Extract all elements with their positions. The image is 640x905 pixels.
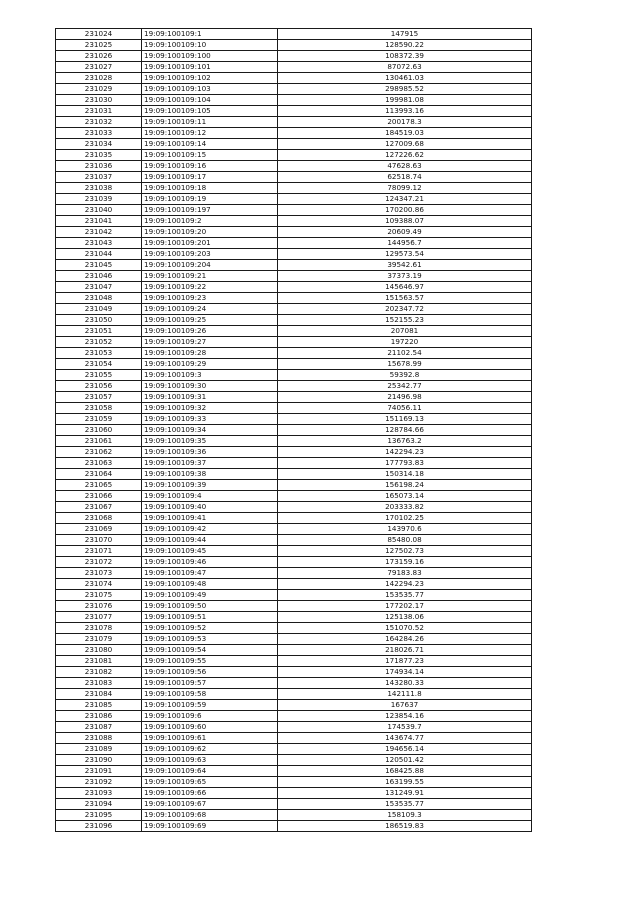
cadastral-number-cell: 19:09:100109:69: [142, 821, 278, 832]
table-row: [56, 381, 532, 392]
cadastral-number-cell: 19:09:100109:4: [142, 491, 278, 502]
table-row: [56, 29, 532, 40]
cadastral-number-cell: 19:09:100109:24: [142, 304, 278, 315]
value-cell: 168425.88: [278, 766, 532, 777]
value-cell: 127502.73: [278, 546, 532, 557]
value-cell: 143970.6: [278, 524, 532, 535]
table-row: [56, 513, 532, 524]
cadastral-number-cell: 19:09:100109:11: [142, 117, 278, 128]
table-row: [56, 128, 532, 139]
row-number-cell: 231081: [56, 656, 142, 667]
row-number-cell: 231038: [56, 183, 142, 194]
value-cell: 158109.3: [278, 810, 532, 821]
table-row: [56, 249, 532, 260]
table-row: [56, 579, 532, 590]
value-cell: 130461.03: [278, 73, 532, 84]
cadastral-number-cell: 19:09:100109:39: [142, 480, 278, 491]
cadastral-number-cell: 19:09:100109:26: [142, 326, 278, 337]
table-row: [56, 612, 532, 623]
cadastral-number-cell: 19:09:100109:64: [142, 766, 278, 777]
cadastral-number-cell: 19:09:100109:14: [142, 139, 278, 150]
cadastral-number-cell: 19:09:100109:38: [142, 469, 278, 480]
value-cell: 59392.8: [278, 370, 532, 381]
cadastral-number-cell: 19:09:100109:68: [142, 810, 278, 821]
cadastral-number-cell: 19:09:100109:29: [142, 359, 278, 370]
table-row: [56, 502, 532, 513]
table-row: [56, 106, 532, 117]
row-number-cell: 231026: [56, 51, 142, 62]
cadastral-number-cell: 19:09:100109:45: [142, 546, 278, 557]
cadastral-number-cell: 19:09:100109:42: [142, 524, 278, 535]
value-cell: 136763.2: [278, 436, 532, 447]
value-cell: 199981.08: [278, 95, 532, 106]
value-cell: 143674.77: [278, 733, 532, 744]
row-number-cell: 231093: [56, 788, 142, 799]
cadastral-number-cell: 19:09:100109:59: [142, 700, 278, 711]
row-number-cell: 231024: [56, 29, 142, 40]
row-number-cell: 231059: [56, 414, 142, 425]
value-cell: 87072.63: [278, 62, 532, 73]
cadastral-number-cell: 19:09:100109:197: [142, 205, 278, 216]
cadastral-number-cell: 19:09:100109:1: [142, 29, 278, 40]
table-row: [56, 623, 532, 634]
table-row: [56, 447, 532, 458]
value-cell: 151169.13: [278, 414, 532, 425]
row-number-cell: 231055: [56, 370, 142, 381]
cadastral-number-cell: 19:09:100109:47: [142, 568, 278, 579]
value-cell: 218026.71: [278, 645, 532, 656]
cadastral-number-cell: 19:09:100109:3: [142, 370, 278, 381]
value-cell: 21496.98: [278, 392, 532, 403]
cadastral-number-cell: 19:09:100109:23: [142, 293, 278, 304]
value-cell: 184519.03: [278, 128, 532, 139]
table-row: [56, 392, 532, 403]
cadastral-number-cell: 19:09:100109:204: [142, 260, 278, 271]
row-number-cell: 231087: [56, 722, 142, 733]
table-row: [56, 436, 532, 447]
cadastral-number-cell: 19:09:100109:60: [142, 722, 278, 733]
table-row: [56, 304, 532, 315]
value-cell: 186519.83: [278, 821, 532, 832]
value-cell: 15678.99: [278, 359, 532, 370]
value-cell: 150314.18: [278, 469, 532, 480]
row-number-cell: 231040: [56, 205, 142, 216]
row-number-cell: 231064: [56, 469, 142, 480]
cadastral-number-cell: 19:09:100109:53: [142, 634, 278, 645]
cadastral-number-cell: 19:09:100109:46: [142, 557, 278, 568]
value-cell: 156198.24: [278, 480, 532, 491]
cadastral-number-cell: 19:09:100109:102: [142, 73, 278, 84]
value-cell: 177793.83: [278, 458, 532, 469]
value-cell: 197220: [278, 337, 532, 348]
value-cell: 142294.23: [278, 447, 532, 458]
row-number-cell: 231039: [56, 194, 142, 205]
value-cell: 170102.25: [278, 513, 532, 524]
table-row: [56, 403, 532, 414]
table-row: [56, 601, 532, 612]
cadastral-number-cell: 19:09:100109:6: [142, 711, 278, 722]
value-cell: 143280.33: [278, 678, 532, 689]
row-number-cell: 231094: [56, 799, 142, 810]
table-row: [56, 84, 532, 95]
value-cell: 131249.91: [278, 788, 532, 799]
cadastral-number-cell: 19:09:100109:18: [142, 183, 278, 194]
row-number-cell: 231044: [56, 249, 142, 260]
table-row: [56, 634, 532, 645]
row-number-cell: 231068: [56, 513, 142, 524]
table-row: [56, 172, 532, 183]
table-row: [56, 480, 532, 491]
value-cell: 174539.7: [278, 722, 532, 733]
row-number-cell: 231067: [56, 502, 142, 513]
table-row: [56, 370, 532, 381]
row-number-cell: 231031: [56, 106, 142, 117]
value-cell: 108372.39: [278, 51, 532, 62]
row-number-cell: 231043: [56, 238, 142, 249]
value-cell: 128784.66: [278, 425, 532, 436]
value-cell: 151563.57: [278, 293, 532, 304]
cadastral-number-cell: 19:09:100109:2: [142, 216, 278, 227]
row-number-cell: 231033: [56, 128, 142, 139]
value-cell: 174934.14: [278, 667, 532, 678]
row-number-cell: 231051: [56, 326, 142, 337]
table-row: [56, 810, 532, 821]
table-row: [56, 216, 532, 227]
row-number-cell: 231085: [56, 700, 142, 711]
row-number-cell: 231048: [56, 293, 142, 304]
cadastral-number-cell: 19:09:100109:22: [142, 282, 278, 293]
row-number-cell: 231086: [56, 711, 142, 722]
row-number-cell: 231057: [56, 392, 142, 403]
table-row: [56, 678, 532, 689]
value-cell: 39542.61: [278, 260, 532, 271]
row-number-cell: 231037: [56, 172, 142, 183]
cadastral-number-cell: 19:09:100109:56: [142, 667, 278, 678]
table-row: [56, 744, 532, 755]
cadastral-number-cell: 19:09:100109:21: [142, 271, 278, 282]
table-row: [56, 777, 532, 788]
value-cell: 127226.62: [278, 150, 532, 161]
cadastral-number-cell: 19:09:100109:61: [142, 733, 278, 744]
table-row: [56, 546, 532, 557]
row-number-cell: 231092: [56, 777, 142, 788]
row-number-cell: 231080: [56, 645, 142, 656]
cadastral-number-cell: 19:09:100109:36: [142, 447, 278, 458]
row-number-cell: 231058: [56, 403, 142, 414]
value-cell: 123854.16: [278, 711, 532, 722]
table-row: [56, 293, 532, 304]
row-number-cell: 231030: [56, 95, 142, 106]
cadastral-number-cell: 19:09:100109:15: [142, 150, 278, 161]
table-row: [56, 348, 532, 359]
row-number-cell: 231025: [56, 40, 142, 51]
row-number-cell: 231088: [56, 733, 142, 744]
table-row: [56, 700, 532, 711]
row-number-cell: 231066: [56, 491, 142, 502]
value-cell: 173159.16: [278, 557, 532, 568]
cadastral-number-cell: 19:09:100109:67: [142, 799, 278, 810]
cadastral-number-cell: 19:09:100109:28: [142, 348, 278, 359]
table-row: [56, 535, 532, 546]
cadastral-number-cell: 19:09:100109:66: [142, 788, 278, 799]
value-cell: 20609.49: [278, 227, 532, 238]
value-cell: 120501.42: [278, 755, 532, 766]
row-number-cell: 231077: [56, 612, 142, 623]
table-row: [56, 315, 532, 326]
row-number-cell: 231063: [56, 458, 142, 469]
row-number-cell: 231042: [56, 227, 142, 238]
table-row: [56, 183, 532, 194]
cadastral-number-cell: 19:09:100109:58: [142, 689, 278, 700]
cadastral-number-cell: 19:09:100109:32: [142, 403, 278, 414]
table-row: [56, 491, 532, 502]
value-cell: 142294.23: [278, 579, 532, 590]
value-cell: 167637: [278, 700, 532, 711]
row-number-cell: 231075: [56, 590, 142, 601]
value-cell: 202347.72: [278, 304, 532, 315]
row-number-cell: 231082: [56, 667, 142, 678]
cadastral-number-cell: 19:09:100109:17: [142, 172, 278, 183]
table-row: [56, 326, 532, 337]
table-row: [56, 150, 532, 161]
table-row: [56, 139, 532, 150]
cadastral-number-cell: 19:09:100109:20: [142, 227, 278, 238]
table-row: [56, 590, 532, 601]
table-row: [56, 51, 532, 62]
table-row: [56, 227, 532, 238]
value-cell: 153535.77: [278, 799, 532, 810]
table-row: [56, 645, 532, 656]
cadastral-number-cell: 19:09:100109:105: [142, 106, 278, 117]
table-row: [56, 117, 532, 128]
table-row: [56, 469, 532, 480]
cadastral-number-cell: 19:09:100109:101: [142, 62, 278, 73]
row-number-cell: 231073: [56, 568, 142, 579]
table-row: [56, 788, 532, 799]
value-cell: 25342.77: [278, 381, 532, 392]
row-number-cell: 231071: [56, 546, 142, 557]
table-row: [56, 755, 532, 766]
value-cell: 170200.86: [278, 205, 532, 216]
table-row: [56, 667, 532, 678]
cadastral-number-cell: 19:09:100109:203: [142, 249, 278, 260]
table-row: [56, 722, 532, 733]
row-number-cell: 231035: [56, 150, 142, 161]
row-number-cell: 231065: [56, 480, 142, 491]
row-number-cell: 231074: [56, 579, 142, 590]
value-cell: 163199.55: [278, 777, 532, 788]
cadastral-number-cell: 19:09:100109:33: [142, 414, 278, 425]
row-number-cell: 231032: [56, 117, 142, 128]
value-cell: 37373.19: [278, 271, 532, 282]
cadastral-number-cell: 19:09:100109:48: [142, 579, 278, 590]
table-row: [56, 194, 532, 205]
cadastral-number-cell: 19:09:100109:54: [142, 645, 278, 656]
row-number-cell: 231062: [56, 447, 142, 458]
cadastral-number-cell: 19:09:100109:104: [142, 95, 278, 106]
value-cell: 85480.08: [278, 535, 532, 546]
table-row: [56, 260, 532, 271]
row-number-cell: 231091: [56, 766, 142, 777]
row-number-cell: 231089: [56, 744, 142, 755]
value-cell: 113993.16: [278, 106, 532, 117]
value-cell: 207081: [278, 326, 532, 337]
table-row: [56, 205, 532, 216]
row-number-cell: 231095: [56, 810, 142, 821]
table-row: [56, 766, 532, 777]
value-cell: 164284.26: [278, 634, 532, 645]
table-row: [56, 733, 532, 744]
cadastral-number-cell: 19:09:100109:19: [142, 194, 278, 205]
row-number-cell: 231052: [56, 337, 142, 348]
row-number-cell: 231047: [56, 282, 142, 293]
row-number-cell: 231056: [56, 381, 142, 392]
cadastral-number-cell: 19:09:100109:50: [142, 601, 278, 612]
value-cell: 151070.52: [278, 623, 532, 634]
row-number-cell: 231050: [56, 315, 142, 326]
value-cell: 194656.14: [278, 744, 532, 755]
row-number-cell: 231072: [56, 557, 142, 568]
cadastral-number-cell: 19:09:100109:16: [142, 161, 278, 172]
cadastral-number-cell: 19:09:100109:63: [142, 755, 278, 766]
table-row: [56, 337, 532, 348]
table-row: [56, 359, 532, 370]
row-number-cell: 231096: [56, 821, 142, 832]
row-number-cell: 231069: [56, 524, 142, 535]
row-number-cell: 231049: [56, 304, 142, 315]
row-number-cell: 231028: [56, 73, 142, 84]
cadastral-number-cell: 19:09:100109:103: [142, 84, 278, 95]
cadastral-number-cell: 19:09:100109:52: [142, 623, 278, 634]
cadastral-number-cell: 19:09:100109:12: [142, 128, 278, 139]
table-row: [56, 73, 532, 84]
cadastral-number-cell: 19:09:100109:49: [142, 590, 278, 601]
cadastral-number-cell: 19:09:100109:44: [142, 535, 278, 546]
table-row: [56, 425, 532, 436]
cadastral-number-cell: 19:09:100109:27: [142, 337, 278, 348]
value-cell: 200178.3: [278, 117, 532, 128]
value-cell: 152155.23: [278, 315, 532, 326]
value-cell: 127009.68: [278, 139, 532, 150]
row-number-cell: 231053: [56, 348, 142, 359]
cadastral-value-table: [55, 28, 532, 832]
table-row: [56, 821, 532, 832]
cadastral-number-cell: 19:09:100109:100: [142, 51, 278, 62]
table-row: [56, 557, 532, 568]
value-cell: 203333.82: [278, 502, 532, 513]
row-number-cell: 231083: [56, 678, 142, 689]
value-cell: 21102.54: [278, 348, 532, 359]
value-cell: 147915: [278, 29, 532, 40]
cadastral-number-cell: 19:09:100109:41: [142, 513, 278, 524]
cadastral-number-cell: 19:09:100109:25: [142, 315, 278, 326]
row-number-cell: 231084: [56, 689, 142, 700]
value-cell: 78099.12: [278, 183, 532, 194]
value-cell: 129573.54: [278, 249, 532, 260]
row-number-cell: 231090: [56, 755, 142, 766]
cadastral-number-cell: 19:09:100109:55: [142, 656, 278, 667]
row-number-cell: 231045: [56, 260, 142, 271]
table-body: [56, 29, 532, 832]
table-row: [56, 238, 532, 249]
row-number-cell: 231041: [56, 216, 142, 227]
table-row: [56, 689, 532, 700]
row-number-cell: 231046: [56, 271, 142, 282]
table-row: [56, 161, 532, 172]
row-number-cell: 231054: [56, 359, 142, 370]
cadastral-number-cell: 19:09:100109:62: [142, 744, 278, 755]
cadastral-number-cell: 19:09:100109:51: [142, 612, 278, 623]
cadastral-number-cell: 19:09:100109:35: [142, 436, 278, 447]
row-number-cell: 231027: [56, 62, 142, 73]
row-number-cell: 231061: [56, 436, 142, 447]
table-row: [56, 95, 532, 106]
value-cell: 144956.7: [278, 238, 532, 249]
cadastral-number-cell: 19:09:100109:10: [142, 40, 278, 51]
table-row: [56, 656, 532, 667]
table-row: [56, 711, 532, 722]
table-row: [56, 458, 532, 469]
cadastral-number-cell: 19:09:100109:31: [142, 392, 278, 403]
value-cell: 79183.83: [278, 568, 532, 579]
value-cell: 153535.77: [278, 590, 532, 601]
value-cell: 109388.07: [278, 216, 532, 227]
value-cell: 74056.11: [278, 403, 532, 414]
table-row: [56, 799, 532, 810]
row-number-cell: 231076: [56, 601, 142, 612]
value-cell: 165073.14: [278, 491, 532, 502]
cadastral-number-cell: 19:09:100109:37: [142, 458, 278, 469]
cadastral-number-cell: 19:09:100109:57: [142, 678, 278, 689]
value-cell: 142111.8: [278, 689, 532, 700]
cadastral-number-cell: 19:09:100109:40: [142, 502, 278, 513]
row-number-cell: 231070: [56, 535, 142, 546]
value-cell: 47628.63: [278, 161, 532, 172]
row-number-cell: 231060: [56, 425, 142, 436]
row-number-cell: 231034: [56, 139, 142, 150]
cadastral-number-cell: 19:09:100109:65: [142, 777, 278, 788]
row-number-cell: 231079: [56, 634, 142, 645]
cadastral-number-cell: 19:09:100109:34: [142, 425, 278, 436]
value-cell: 128590.22: [278, 40, 532, 51]
row-number-cell: 231078: [56, 623, 142, 634]
value-cell: 124347.21: [278, 194, 532, 205]
value-cell: 171877.23: [278, 656, 532, 667]
cadastral-number-cell: 19:09:100109:30: [142, 381, 278, 392]
table-row: [56, 568, 532, 579]
value-cell: 177202.17: [278, 601, 532, 612]
table-row: [56, 282, 532, 293]
table-row: [56, 414, 532, 425]
value-cell: 298985.52: [278, 84, 532, 95]
value-cell: 145646.97: [278, 282, 532, 293]
table-row: [56, 40, 532, 51]
table-row: [56, 524, 532, 535]
row-number-cell: 231036: [56, 161, 142, 172]
table-row: [56, 271, 532, 282]
value-cell: 62518.74: [278, 172, 532, 183]
value-cell: 125138.06: [278, 612, 532, 623]
cadastral-number-cell: 19:09:100109:201: [142, 238, 278, 249]
row-number-cell: 231029: [56, 84, 142, 95]
table-row: [56, 62, 532, 73]
